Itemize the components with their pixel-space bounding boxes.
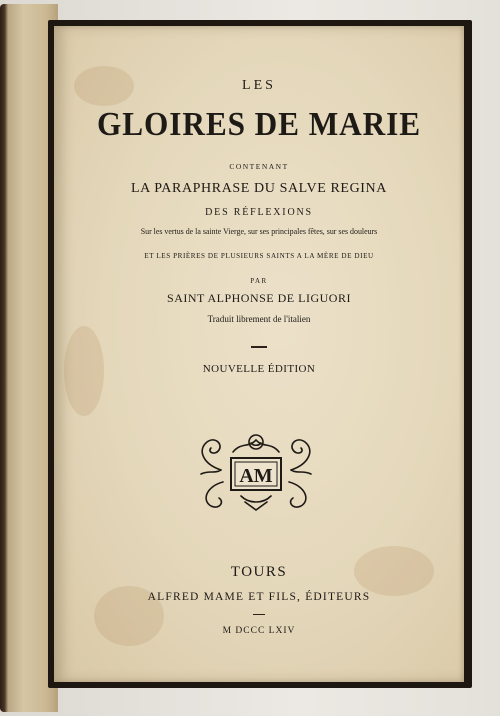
publication-year: M DCCC LXIV xyxy=(222,626,296,636)
divider-rule xyxy=(251,346,267,348)
par-line: PAR xyxy=(250,277,268,285)
author-name: SAINT ALPHONSE DE LIGUORI xyxy=(167,291,351,305)
prieres-line: ET LES PRIÈRES DE PLUSIEURS SAINTS A LA MÈRE DE DIEU xyxy=(144,251,374,260)
publisher-name: ALFRED MAME ET FILS, ÉDITEURS xyxy=(147,591,371,603)
edition-line: NOUVELLE ÉDITION xyxy=(202,363,316,375)
reflexions-line: DES RÉFLEXIONS xyxy=(205,207,313,218)
title-les: LES xyxy=(242,78,276,93)
divider-rule xyxy=(253,614,265,615)
publisher-city: TOURS xyxy=(230,564,288,580)
emblem-monogram: AM xyxy=(239,465,273,487)
title-page xyxy=(54,26,464,682)
book-title: GLOIRES DE MARIE xyxy=(96,106,422,143)
vertus-line: Sur les vertus de la sainte Vierge, sur ses principales fêtes, sur ses douleurs xyxy=(140,226,378,236)
translation-note: Traduit librement de l'italien xyxy=(207,315,311,325)
contenant-line: CONTENANT xyxy=(229,162,289,171)
paraphrase-line: LA PARAPHRASE DU SALVE REGINA xyxy=(131,181,387,196)
publisher-emblem-icon xyxy=(193,430,319,512)
